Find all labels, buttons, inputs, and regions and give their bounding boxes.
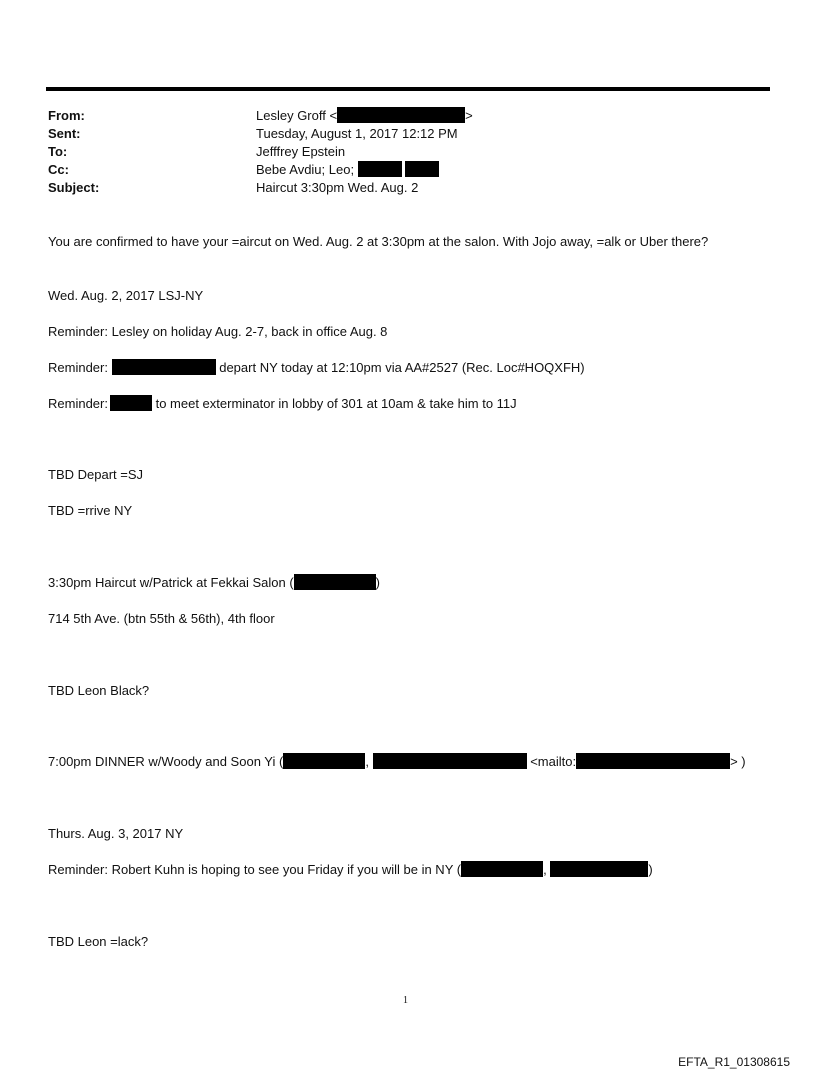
tbd-arrive: TBD =rrive NY <box>48 503 133 518</box>
redaction-block <box>294 574 376 590</box>
redaction-block <box>576 753 730 769</box>
redaction-block <box>110 395 152 411</box>
tbd-depart: TBD Depart =SJ <box>48 467 144 482</box>
haircut-line: 3:30pm Haircut w/Patrick at Fekkai Salon ( ) <box>48 575 380 590</box>
redaction-block <box>373 753 527 769</box>
sent-value: Tuesday, August 1, 2017 12:12 PM <box>256 126 458 141</box>
from-value: Lesley Groff < > <box>256 108 473 123</box>
to-label: To: <box>48 144 68 159</box>
day2-heading: Thurs. Aug. 3, 2017 NY <box>48 826 184 841</box>
dinner-line: 7:00pm DINNER w/Woody and Soon Yi ( , <mailto: > ) <box>48 754 746 769</box>
redaction-block <box>461 861 543 877</box>
redaction-block <box>112 359 216 375</box>
redaction-block <box>405 161 439 177</box>
reminder-holiday: Reminder: Lesley on holiday Aug. 2-7, back in office Aug. 8 <box>48 324 388 339</box>
document-id: EFTA_R1_01308615 <box>678 1055 790 1069</box>
subject-value: Haircut 3:30pm Wed. Aug. 2 <box>256 180 419 195</box>
reminder-kuhn: Reminder: Robert Kuhn is hoping to see you Friday if you will be in NY ( , ) <box>48 862 653 877</box>
cc-label: Cc: <box>48 162 69 177</box>
page-number: 1 <box>403 995 408 1006</box>
subject-label: Subject: <box>48 180 100 195</box>
header-rule <box>46 87 770 91</box>
salon-address: 714 5th Ave. (btn 55th & 56th), 4th floor <box>48 611 275 626</box>
cc-value: Bebe Avdiu; Leo; <box>256 161 439 179</box>
to-value: Jefffrey Epstein <box>256 144 346 159</box>
redaction-block <box>550 861 648 877</box>
redaction-block <box>358 161 402 177</box>
intro-text: You are confirmed to have your =aircut on Wed. Aug. 2 at 3:30pm at the salon. With Jojo away, =alk or Uber there? <box>48 234 709 249</box>
sent-label: Sent: <box>48 126 81 141</box>
reminder-exterminator: Reminder: to meet exterminator in lobby of 301 at 10am & take him to 11J <box>48 396 517 411</box>
tbd-leon-black: TBD Leon Black? <box>48 683 150 698</box>
tbd-leon-lack: TBD Leon =lack? <box>48 934 149 949</box>
redaction-block <box>283 753 365 769</box>
reminder-depart: Reminder: depart NY today at 12:10pm via AA#2527 (Rec. Loc#HOQXFH) <box>48 360 585 375</box>
day1-heading: Wed. Aug. 2, 2017 LSJ-NY <box>48 288 204 303</box>
redaction-block <box>337 107 465 123</box>
from-label: From: <box>48 108 85 123</box>
